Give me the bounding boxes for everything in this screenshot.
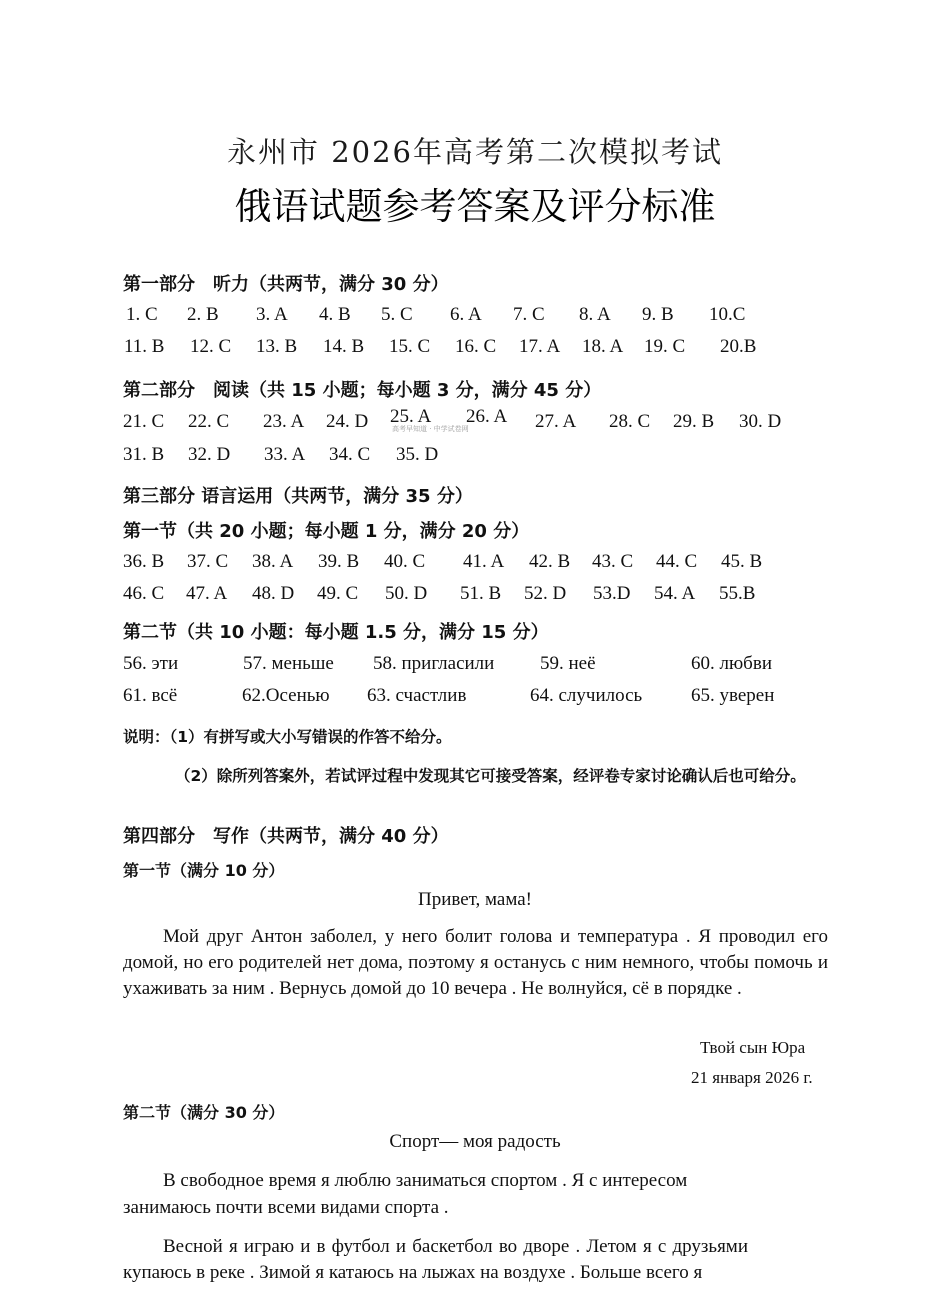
answer-item: 30. D: [739, 411, 782, 432]
answer-item: 22. C: [188, 411, 230, 432]
answer-item: 8. A: [579, 304, 611, 325]
answer-item: 44. C: [656, 551, 698, 572]
scoring-note-2: （2）除所列答案外，若试评过程中发现其它可接受答案，经评卷专家讨论确认后也可给分。: [175, 767, 806, 785]
answer-item: 15. C: [389, 336, 431, 357]
answer-item: 26. A: [466, 406, 508, 427]
answer-item: 42. B: [529, 551, 571, 572]
answer-item: 23. A: [263, 411, 305, 432]
answer-item: 6. A: [450, 304, 482, 325]
answer-item: 57. меньше: [243, 653, 334, 674]
answer-item: 56. эти: [123, 653, 179, 674]
answer-item: 14. B: [323, 336, 365, 357]
essay-paragraph-1: В свободное время я люблю заниматься спортом . Я с интересом занимаюсь почти всеми видами спорта .: [123, 1170, 688, 1218]
answer-item: 51. B: [460, 583, 502, 604]
answer-item: 10.C: [709, 304, 746, 325]
document-title: 俄语试题参考答案及评分标准: [234, 185, 716, 228]
answer-item: 50. D: [385, 583, 428, 604]
answer-item: 29. B: [673, 411, 715, 432]
answer-item: 28. C: [609, 411, 651, 432]
answer-item: 1. C: [126, 304, 158, 325]
answer-item: 5. C: [381, 304, 413, 325]
answer-item: 62.Осенью: [242, 685, 330, 706]
letter-greeting: Привет, мама!: [417, 889, 533, 910]
answer-item: 64. случилось: [530, 685, 643, 706]
answer-item: 45. B: [721, 551, 763, 572]
answer-item: 9. B: [642, 304, 674, 325]
answer-item: 2. B: [187, 304, 219, 325]
answer-item: 32. D: [188, 444, 231, 465]
answer-item: 11. B: [124, 336, 165, 357]
answer-item: 33. A: [264, 444, 306, 465]
answer-item: 53.D: [593, 583, 631, 604]
answer-item: 13. B: [256, 336, 298, 357]
answer-item: 63. счастлив: [367, 685, 467, 706]
answer-item: 20.B: [720, 336, 757, 357]
answer-item: 55.B: [719, 583, 756, 604]
answer-item: 60. любви: [691, 653, 772, 674]
essay-paragraph-2: Весной я играю и в футбол и баскетбол во дворе . Летом я с друзьями купаюсь в реке . Зимой я катаюсь на лыжах на воздухе . Больше всего я: [123, 1236, 748, 1283]
part4-section2-heading: 第二节（满分 30 分）: [123, 1103, 285, 1122]
part1-heading: 第一部分 听力（共两节，满分 30 分）: [123, 274, 449, 295]
letter-signature: Твой сын Юра: [700, 1038, 806, 1057]
answer-item: 3. A: [256, 304, 288, 325]
answer-item: 34. C: [329, 444, 371, 465]
answer-item: 16. C: [455, 336, 497, 357]
part3-section1-heading: 第一节（共 20 小题；每小题 1 分，满分 20 分）: [123, 521, 530, 542]
watermark: 高考早知道 · 中学试卷网: [392, 425, 469, 433]
part4-section1-heading: 第一节（满分 10 分）: [123, 861, 285, 880]
answer-item: 49. C: [317, 583, 359, 604]
answer-item: 43. C: [592, 551, 634, 572]
answer-item: 52. D: [524, 583, 567, 604]
answer-item: 7. C: [513, 304, 545, 325]
part2-heading: 第二部分 阅读（共 15 小题；每小题 3 分，满分 45 分）: [123, 380, 602, 401]
answer-item: 36. B: [123, 551, 165, 572]
answer-item: 48. D: [252, 583, 295, 604]
answer-item: 59. неё: [540, 653, 596, 674]
answer-item: 40. C: [384, 551, 426, 572]
letter-body: Мой друг Антон заболел, у него болит голова и температура . Я проводил его домой, но его родителей нет дома, поэтому я останусь с ним немного, чтобы помочь и ухаживать за ним . Вернусь домой до 10 вечера . Не волнуйся, сё в порядке .: [123, 926, 828, 999]
answer-item: 27. A: [535, 411, 577, 432]
part4-heading: 第四部分 写作（共两节，满分 40 分）: [123, 826, 449, 847]
answer-item: 38. A: [252, 551, 294, 572]
answer-item: 58. пригласили: [373, 653, 495, 674]
part3-heading: 第三部分 语言运用（共两节，满分 35 分）: [123, 486, 473, 507]
answer-item: 17. A: [519, 336, 561, 357]
answer-item: 41. A: [463, 551, 505, 572]
answer-item: 54. A: [654, 583, 696, 604]
answer-item: 35. D: [396, 444, 439, 465]
answer-item: 46. C: [123, 583, 165, 604]
answer-item: 18. A: [582, 336, 624, 357]
essay-title: Спорт— моя радость: [389, 1131, 561, 1152]
answer-item: 61. всё: [123, 685, 178, 706]
part3-section2-heading: 第二节（共 10 小题：每小题 1.5 分，满分 15 分）: [123, 622, 549, 643]
answer-item: 37. C: [187, 551, 229, 572]
answer-item: 4. B: [319, 304, 351, 325]
scoring-note-1: 说明：（1）有拼写或大小写错误的作答不给分。: [123, 728, 452, 746]
exam-title: 永州市 2026年高考第二次模拟考试: [226, 135, 724, 169]
answer-item: 21. C: [123, 411, 165, 432]
answer-item: 19. C: [644, 336, 686, 357]
answer-item: 24. D: [326, 411, 369, 432]
answer-item: 31. B: [123, 444, 165, 465]
letter-date: 21 января 2026 г.: [691, 1068, 813, 1087]
answer-item: 12. C: [190, 336, 232, 357]
answer-item: 39. B: [318, 551, 360, 572]
answer-item: 25. A: [390, 406, 432, 427]
answer-item: 47. A: [186, 583, 228, 604]
answer-item: 65. уверен: [691, 685, 775, 706]
